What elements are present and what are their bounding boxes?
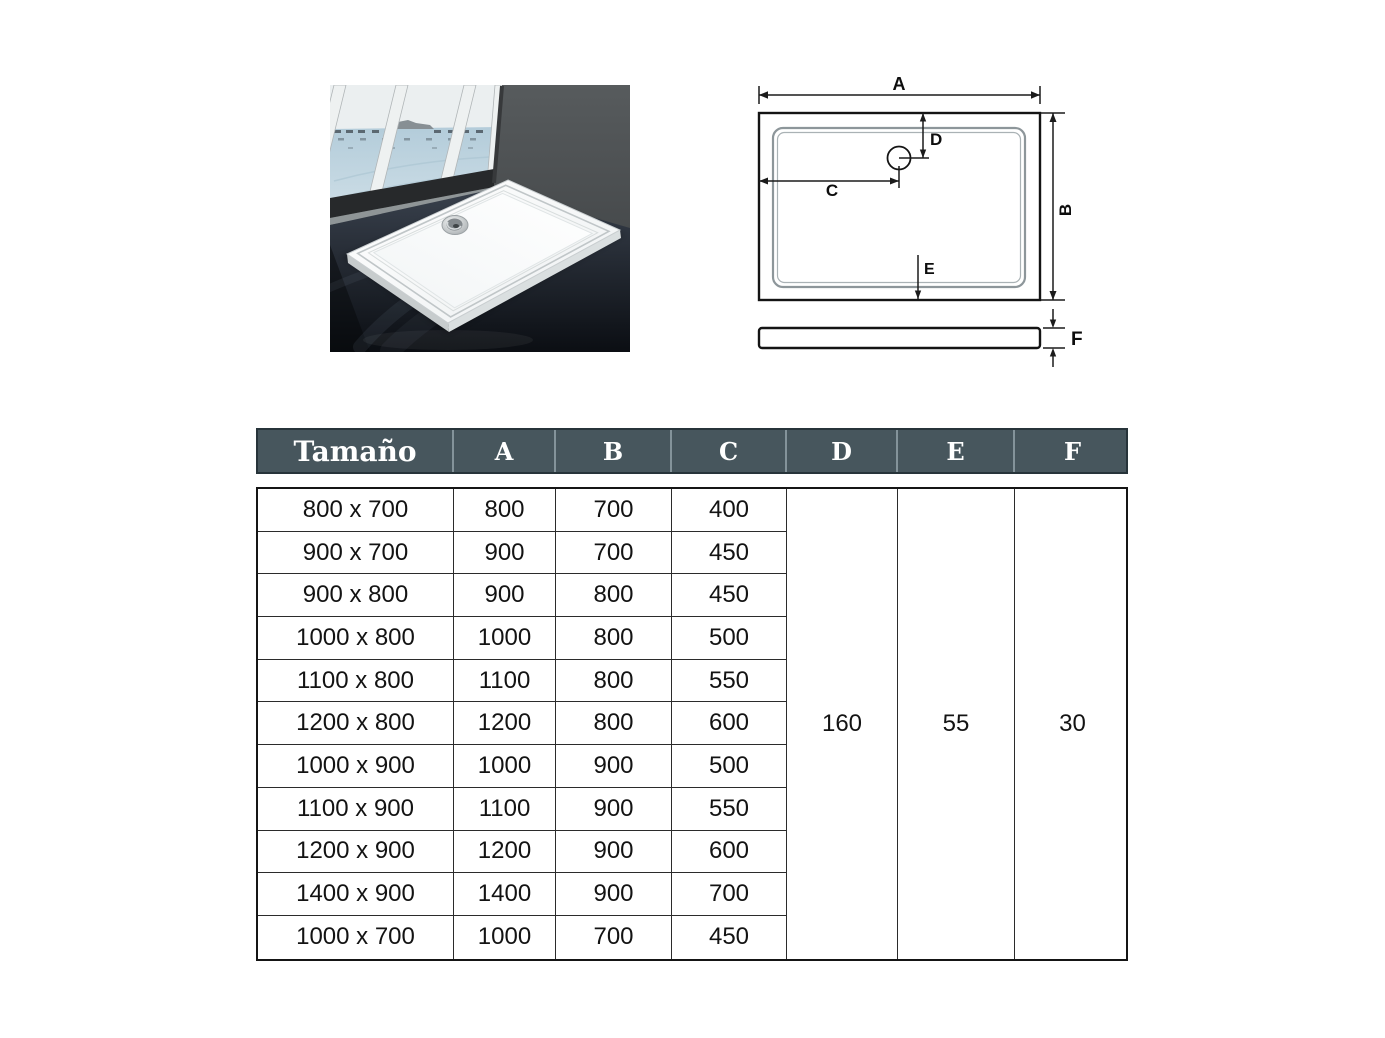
size-cell: 1000 x 900	[258, 745, 454, 788]
size-table	[256, 428, 1128, 961]
dim-f	[1043, 309, 1065, 367]
size-cell: 1200 x 900	[258, 831, 454, 874]
arrowheads	[759, 91, 1057, 356]
product-photo	[330, 85, 630, 352]
value-cell: 550	[672, 788, 787, 831]
label-d: D	[930, 130, 943, 149]
value-cell: 1100	[454, 788, 556, 831]
value-cell: 500	[672, 745, 787, 788]
value-cell: 600	[672, 702, 787, 745]
value-cell: 900	[454, 574, 556, 617]
value-cell: 900	[556, 745, 672, 788]
value-cell: 1100	[454, 660, 556, 703]
size-cell: 1400 x 900	[258, 873, 454, 916]
header-cell-b: B	[556, 430, 672, 472]
value-cell: 1000	[454, 745, 556, 788]
header-cell-tamano: Tamaño	[258, 430, 454, 472]
value-cell: 900	[556, 873, 672, 916]
shared-cell-d: 160	[787, 489, 898, 959]
value-cell: 1000	[454, 617, 556, 660]
value-cell: 800	[556, 574, 672, 617]
size-cell: 800 x 700	[258, 489, 454, 532]
table-header	[256, 428, 1128, 474]
value-cell: 700	[556, 532, 672, 575]
label-f: F	[1071, 329, 1083, 350]
value-cell: 400	[672, 489, 787, 532]
shared-cell-e: 55	[898, 489, 1015, 959]
value-cell: 1400	[454, 873, 556, 916]
value-cell: 800	[454, 489, 556, 532]
value-cell: 500	[672, 617, 787, 660]
value-cell: 450	[672, 532, 787, 575]
value-cell: 700	[556, 489, 672, 532]
value-cell: 450	[672, 574, 787, 617]
value-cell: 600	[672, 831, 787, 874]
value-cell: 700	[672, 873, 787, 916]
size-cell: 1200 x 800	[258, 702, 454, 745]
value-cell: 900	[454, 532, 556, 575]
size-cell: 1000 x 800	[258, 617, 454, 660]
label-e: E	[924, 261, 935, 278]
dimension-diagram	[735, 60, 1115, 380]
size-cell: 900 x 800	[258, 574, 454, 617]
tray-plan-outline	[759, 113, 1040, 300]
size-cell: 1000 x 700	[258, 916, 454, 959]
header-cell-f: F	[1063, 436, 1082, 466]
label-b: B	[1056, 203, 1075, 217]
tray-side-view	[759, 328, 1040, 348]
value-cell: 1200	[454, 831, 556, 874]
value-cell: 550	[672, 660, 787, 703]
value-cell: 1200	[454, 702, 556, 745]
value-cell: 800	[556, 617, 672, 660]
value-cell: 900	[556, 788, 672, 831]
size-cell: 1100 x 900	[258, 788, 454, 831]
value-cell: 700	[556, 916, 672, 959]
header-cell-c: C	[672, 430, 787, 472]
value-cell: 450	[672, 916, 787, 959]
value-cell: 800	[556, 702, 672, 745]
header-cell-e: E	[898, 430, 1015, 472]
table-body	[256, 487, 1128, 961]
label-a: A	[892, 74, 906, 94]
label-c: C	[825, 181, 839, 200]
header-cell-d: D	[787, 430, 898, 472]
size-cell: 900 x 700	[258, 532, 454, 575]
drain-cap	[442, 216, 468, 235]
header-cell-a: A	[454, 430, 556, 472]
value-cell: 800	[556, 660, 672, 703]
value-cell: 900	[556, 831, 672, 874]
value-cell: 1000	[454, 916, 556, 959]
size-cell: 1100 x 800	[258, 660, 454, 703]
shared-cell-f: 30	[1059, 709, 1086, 737]
